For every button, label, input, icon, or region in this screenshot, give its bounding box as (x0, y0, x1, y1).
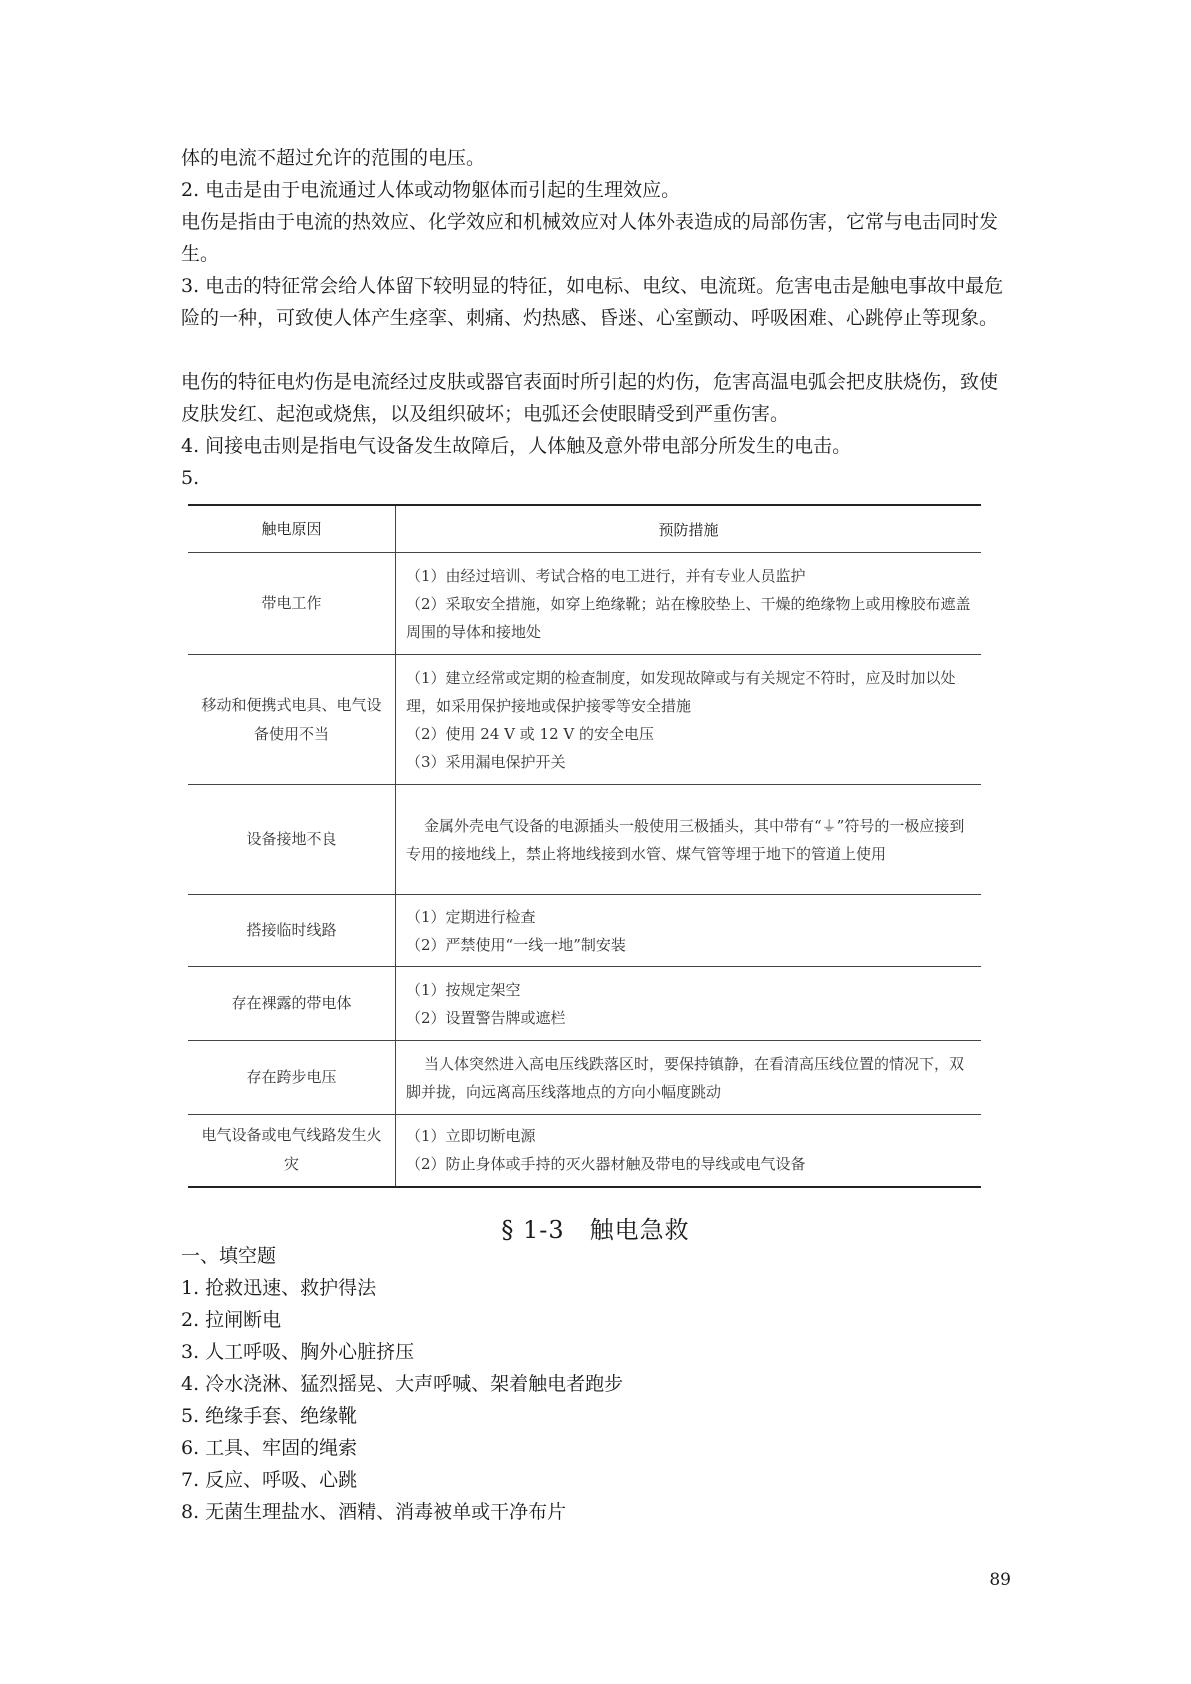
measure-item: （2）设置警告牌或遮栏 (406, 1008, 566, 1027)
cause-cell: 移动和便携式电具、电气设备使用不当 (188, 655, 396, 785)
answer-item: 2. 拉闸断电 (181, 1309, 282, 1331)
measure-item: 当人体突然进入高电压线跌落区时，要保持镇静，在看清高压线位置的情况下，双脚并拢，向远离高压线落地点的方向小幅度跳动 (406, 1054, 965, 1101)
paragraph: 4. 间接电击则是指电气设备发生故障后，人体触及意外带电部分所发生的电击。 (181, 435, 852, 457)
prevention-table (188, 504, 981, 1188)
table-header-row (188, 505, 981, 553)
measures-cell (396, 655, 982, 785)
answer-item: 4. 冷水浇淋、猛烈摇晃、大声呼喊、架着触电者跑步 (181, 1373, 624, 1395)
answer-item: 7. 反应、呼吸、心跳 (181, 1469, 358, 1491)
cause-cell: 带电工作 (188, 553, 396, 655)
table-row (188, 1115, 981, 1187)
page-number: 89 (989, 1570, 1011, 1590)
paragraph: 2. 电击是由于电流通过人体或动物躯体而引起的生理效应。 (181, 179, 681, 201)
measure-item: （2）使用 24 V 或 12 V 的安全电压 (406, 724, 654, 743)
measures-cell (396, 1041, 982, 1115)
table-row (188, 967, 981, 1041)
column-header-cause: 触电原因 (188, 505, 396, 553)
measure-item: （2）严禁使用“一线一地”制安装 (406, 935, 626, 954)
paragraph: 体的电流不超过允许的范围的电压。 (181, 147, 486, 169)
paragraph: 电伤的特征电灼伤是电流经过皮肤或器官表面时所引起的灼伤，危害高温电弧会把皮肤烧伤，致使皮肤发红、起泡或烧焦，以及组织破坏；电弧还会使眼睛受到严重伤害。 (181, 371, 999, 425)
measure-item: （1）定期进行检查 (406, 907, 536, 926)
measure-item: （1）建立经常或定期的检查制度，如发现故障或与有关规定不符时，应及时加以处理，如采用保护接地或保护接零等安全措施 (406, 668, 956, 715)
measures-cell (396, 1115, 982, 1187)
answer-item: 8. 无菌生理盐水、酒精、消毒被单或干净布片 (181, 1501, 567, 1523)
paragraph: 电伤是指由于电流的热效应、化学效应和机械效应对人体外表造成的局部伤害，它常与电击同时发生。 (181, 211, 999, 265)
table-row (188, 895, 981, 967)
paragraph: 5. (181, 467, 200, 489)
measure-item: （1）立即切断电源 (406, 1127, 536, 1146)
measures-cell (396, 967, 982, 1041)
table-row (188, 553, 981, 655)
table-row (188, 1041, 981, 1115)
measures-cell (396, 553, 982, 655)
cause-cell: 设备接地不良 (188, 785, 396, 895)
table-row (188, 785, 981, 895)
answer-item: 3. 人工呼吸、胸外心脏挤压 (181, 1341, 415, 1363)
measure-item: （1）按规定架空 (406, 980, 521, 999)
table-row (188, 655, 981, 785)
cause-cell: 存在裸露的带电体 (188, 967, 396, 1041)
cause-cell: 存在跨步电压 (188, 1041, 396, 1115)
measure-item: 金属外壳电气设备的电源插头一般使用三极插头，其中带有“⏚”符号的一极应接到专用的接地线上，禁止将地线接到水管、煤气管等埋于地下的管道上使用 (406, 816, 965, 863)
measure-item: （2）防止身体或手持的灭火器材触及带电的导线或电气设备 (406, 1155, 806, 1174)
subheading: 一、填空题 (181, 1245, 277, 1267)
measures-cell (396, 785, 982, 895)
measure-item: （1）由经过培训、考试合格的电工进行，并有专业人员监护 (406, 566, 806, 585)
column-header-measures: 预防措施 (396, 505, 982, 553)
answer-item: 5. 绝缘手套、绝缘靴 (181, 1405, 358, 1427)
cause-cell: 搭接临时线路 (188, 895, 396, 967)
paragraph: 3. 电击的特征常会给人体留下较明显的特征，如电标、电纹、电流斑。危害电击是触电事故中最危险的一种，可致使人体产生痉挛、刺痛、灼热感、昏迷、心室颤动、呼吸困难、心跳停止等现象。 (181, 275, 1004, 329)
answer-item: 1. 抢救迅速、救护得法 (181, 1277, 377, 1299)
answer-item: 6. 工具、牢固的绳索 (181, 1437, 358, 1459)
section-title: § 1-3 触电急救 (501, 1216, 690, 1244)
cause-cell: 电气设备或电气线路发生火灾 (188, 1115, 396, 1187)
measure-item: （3）采用漏电保护开关 (406, 752, 566, 771)
measure-item: （2）采取安全措施，如穿上绝缘靴；站在橡胶垫上、干燥的绝缘物上或用橡胶布遮盖周围的导体和接地处 (406, 594, 971, 641)
measures-cell (396, 895, 982, 967)
